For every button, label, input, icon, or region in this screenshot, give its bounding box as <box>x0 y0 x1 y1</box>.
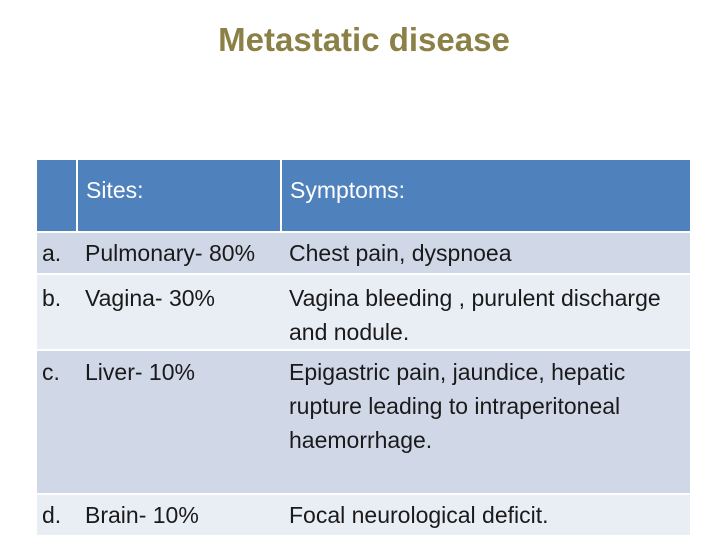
row-site <box>77 350 281 494</box>
row-symptom-label: Focal neurological deficit. <box>289 502 549 528</box>
row-site-label: Liver- 10% <box>85 359 195 385</box>
row-site-label: Pulmonary- 80% <box>85 240 256 266</box>
row-letter-label: d. <box>42 502 62 528</box>
table-row <box>37 274 690 350</box>
table-row <box>37 350 690 494</box>
row-letter <box>37 350 77 494</box>
header-symptoms-label: Symptoms: <box>290 177 406 203</box>
row-letter <box>37 232 77 274</box>
row-symptom <box>281 232 690 274</box>
header-sites <box>77 160 281 232</box>
row-symptom <box>281 494 690 536</box>
row-site <box>77 494 281 536</box>
slide-title: Metastatic disease <box>218 21 510 58</box>
row-symptom <box>281 350 690 494</box>
table-row <box>37 494 690 536</box>
row-letter-label: b. <box>42 285 62 311</box>
row-letter <box>37 274 77 350</box>
header-symptoms <box>281 160 690 232</box>
row-site-label: Brain- 10% <box>85 502 199 528</box>
table-row <box>37 232 690 274</box>
row-letter <box>37 494 77 536</box>
row-site <box>77 274 281 350</box>
header-letter <box>37 160 77 232</box>
metastasis-table <box>37 160 690 537</box>
row-symptom-label: Chest pain, dyspnoea <box>289 240 512 266</box>
row-site-label: Vagina- 30% <box>85 285 215 311</box>
row-symptom <box>281 274 690 350</box>
row-site <box>77 232 281 274</box>
row-letter-label: a. <box>42 240 62 266</box>
table-header-row <box>37 160 690 232</box>
row-symptom-label: Epigastric pain, jaundice, hepatic rupture leading to intraperitoneal haemorrhage. <box>289 359 626 453</box>
header-sites-label: Sites: <box>86 177 144 203</box>
row-letter-label: c. <box>42 359 60 385</box>
row-symptom-label: Vagina bleeding , purulent discharge and nodule. <box>289 285 661 345</box>
